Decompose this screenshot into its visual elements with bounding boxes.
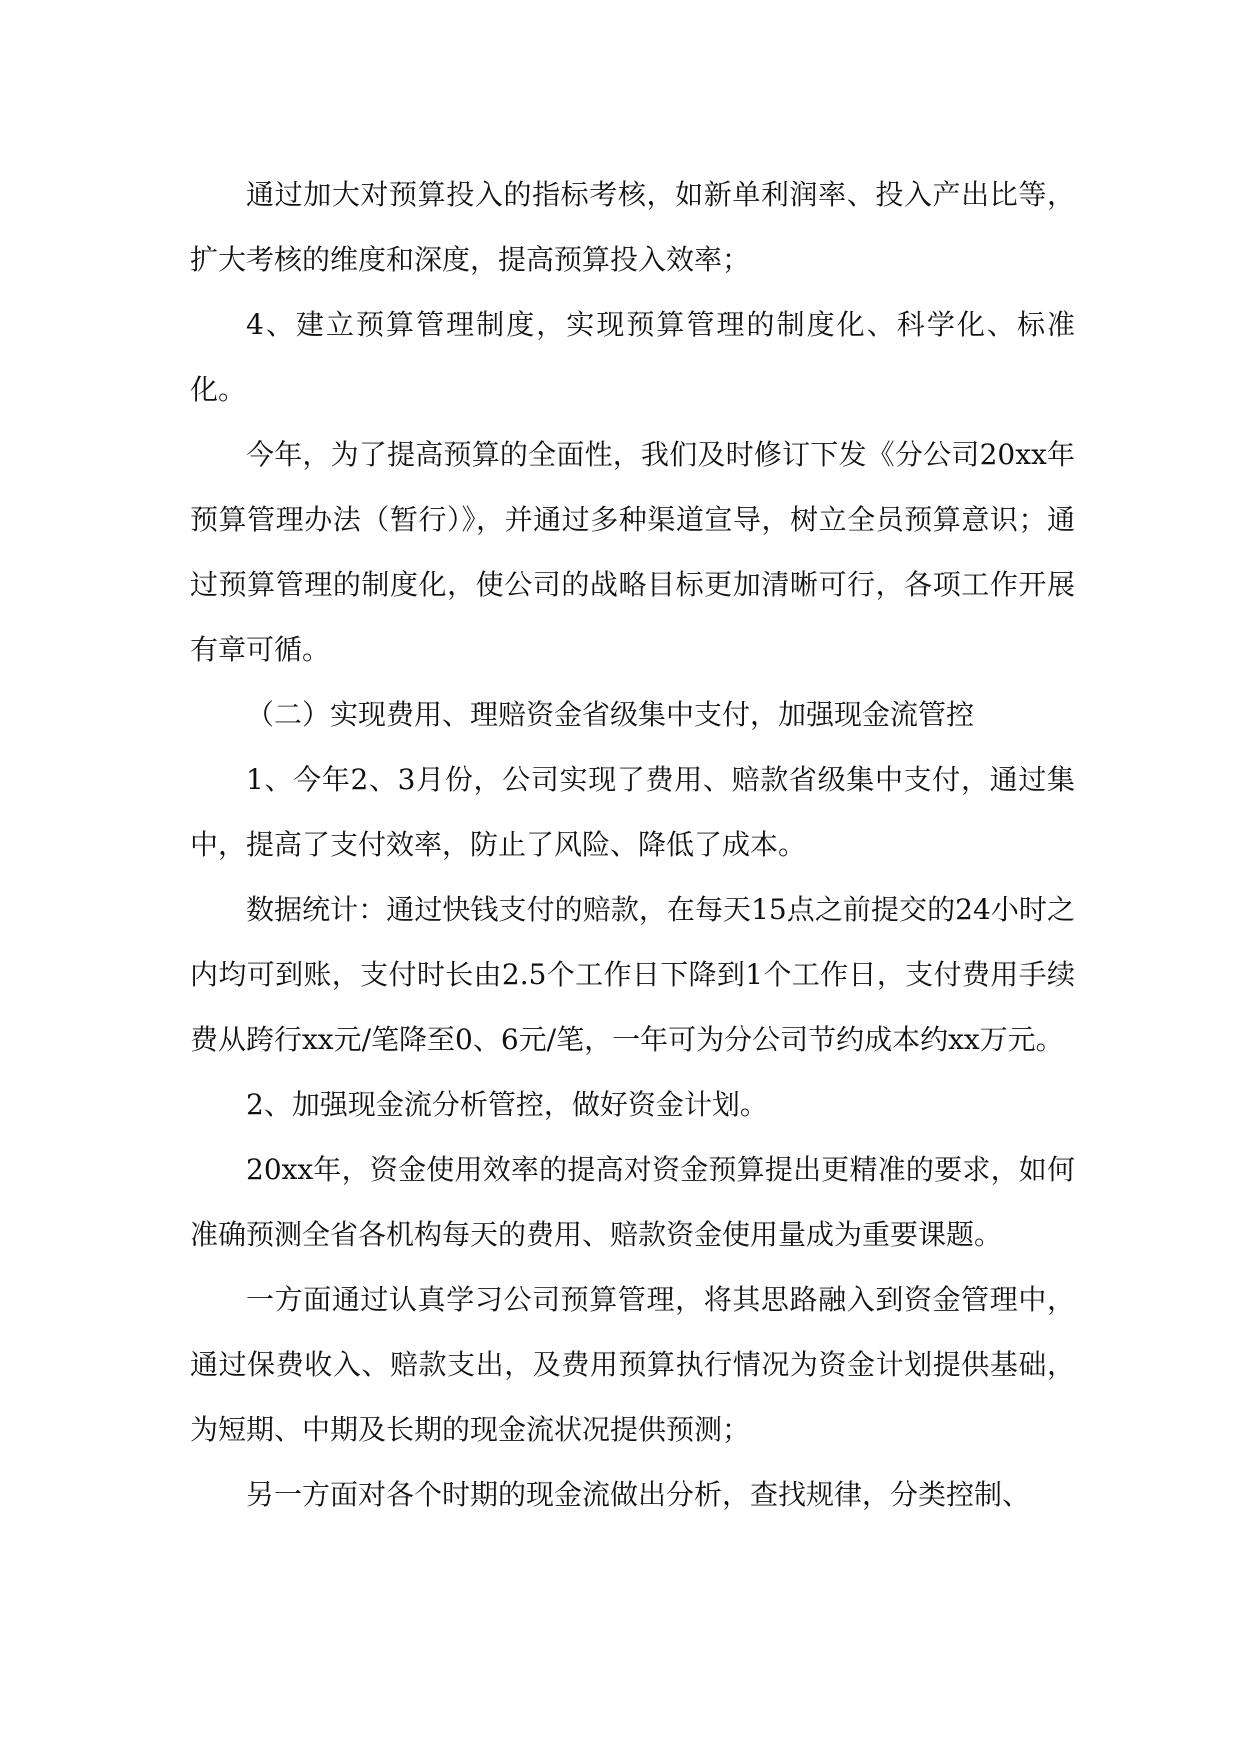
paragraph-cashflow-heading: 2、加强现金流分析管控，做好资金计划。: [246, 1088, 768, 1121]
paragraph-statistics: 数据统计：通过快钱支付的赔款，在每天15点之前提交的24小时之内均可到账，支付时长由2.5个工作日下降到1个工作日，支付费用手续费从跨行xx元/笔降至0、6元/笔，一年可为分公司节约成本约xx万元。: [190, 893, 1075, 1056]
paragraph-centralized-payment: 1、今年2、3月份，公司实现了费用、赔款省级集中支付，通过集中，提高了支付效率，防止了风险、降低了成本。: [190, 763, 1075, 861]
document-body: [190, 162, 1075, 1527]
paragraph-budget-assessment: 通过加大对预算投入的指标考核，如新单利润率、投入产出比等，扩大考核的维度和深度，提高预算投入效率；: [190, 178, 1075, 276]
paragraph-one-aspect: 一方面通过认真学习公司预算管理，将其思路融入到资金管理中，通过保费收入、赔款支出，及费用预算执行情况为资金计划提供基础，为短期、中期及长期的现金流状况提供预测；: [190, 1283, 1075, 1446]
paragraph-fund-efficiency: 20xx年，资金使用效率的提高对资金预算提出更精准的要求，如何准确预测全省各机构每天的费用、赔款资金使用量成为重要课题。: [190, 1153, 1075, 1251]
paragraph-other-aspect: 另一方面对各个时期的现金流做出分析，查找规律，分类控制、: [246, 1478, 1031, 1511]
paragraph-budget-system: 4、建立预算管理制度，实现预算管理的制度化、科学化、标准化。: [190, 308, 1075, 406]
section-heading-centralized-payment: （二）实现费用、理赔资金省级集中支付，加强现金流管控: [246, 698, 975, 731]
paragraph-budget-revision: 今年，为了提高预算的全面性，我们及时修订下发《分公司20xx年预算管理办法（暂行）》，并通过多种渠道宣导，树立全员预算意识；通过预算管理的制度化，使公司的战略目标更加清晰可行，各项工作开展有章可循。: [190, 438, 1075, 666]
